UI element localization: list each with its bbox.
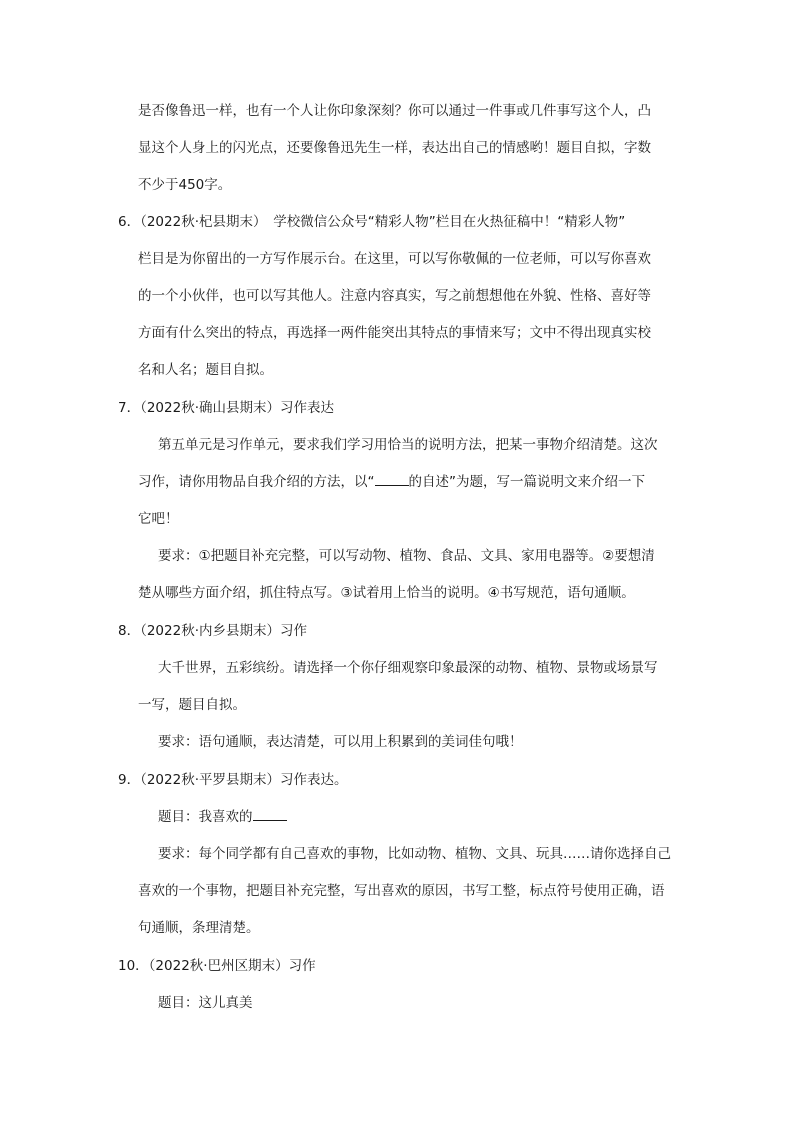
text-line: 喜欢的一个事物，把题目补充完整，写出喜欢的原因，书写工整，标点符号使用正确，语 [138,883,665,899]
text-line: 第五单元是习作单元，要求我们学习用恰当的说明方法，把某一事物介绍清楚。这次 [158,437,658,453]
fill-blank [375,472,409,486]
text-line: 要求：每个同学都有自己喜欢的事物，比如动物、植物、文具、玩具……请你选择自己 [158,846,671,862]
text-line: 不少于450字。 [138,177,232,193]
text-line: 方面有什么突出的特点，再选择一两件能突出其特点的事情来写；文中不得出现真实校 [138,325,651,341]
text-line: 大千世界，五彩缤纷。请选择一个你仔细观察印象最深的动物、植物、景物或场景写 [158,660,658,676]
text-line: 名和人名；题目自拟。 [138,362,273,378]
text-line: 显这个人身上的闪光点，还要像鲁迅先生一样，表达出自己的情感哟！题目自拟，字数 [138,140,651,156]
question-8-heading: 8．（2022秋·内乡县期末）习作 [118,623,307,639]
text-line: 是否像鲁迅一样，也有一个人让你印象深刻？你可以通过一件事或几件事写这个人，凸 [138,103,651,119]
question-10-heading: 10．（2022秋·巴州区期末）习作 [118,958,316,974]
text-line [138,472,645,492]
text-line: 栏目是为你留出的一方写作展示台。在这里，可以写你敬佩的一位老师，可以写你喜欢 [138,251,651,267]
question-9-heading: 9．（2022秋·平罗县期末）习作表达。 [118,772,348,788]
text-fragment: 的自述”为题，写一篇说明文来介绍一下 [408,474,645,490]
text-line: 一写，题目自拟。 [138,697,246,713]
text-line: 的一个小伙伴，也可以写其他人。注意内容真实，写之前想想他在外貌、性格、喜好等 [138,288,651,304]
text-line [158,807,287,827]
text-line: 要求：语句通顺，表达清楚，可以用上积累到的美词佳句哦！ [158,734,523,750]
text-line: 句通顺，条理清楚。 [138,920,260,936]
text-line: 楚从哪些方面介绍，抓住特点写。③试着用上恰当的说明。④书写规范，语句通顺。 [138,585,635,601]
question-7-heading: 7．（2022秋·确山县期末）习作表达 [118,400,334,416]
text-line: 要求：①把题目补充完整，可以写动物、植物、食品、文具、家用电器等。②要想清 [158,548,655,564]
fill-blank [253,807,287,821]
text-line: 它吧！ [138,511,179,527]
text-fragment: 题目：我喜欢的 [158,809,253,825]
question-6-heading: 6．（2022秋·杞县期末） 学校微信公众号“精彩人物”栏目在火热征稿中！“精彩人物” [118,214,626,230]
text-line: 题目：这儿真美 [158,995,253,1011]
text-fragment: 习作，请你用物品自我介绍的方法，以“ [138,474,375,490]
